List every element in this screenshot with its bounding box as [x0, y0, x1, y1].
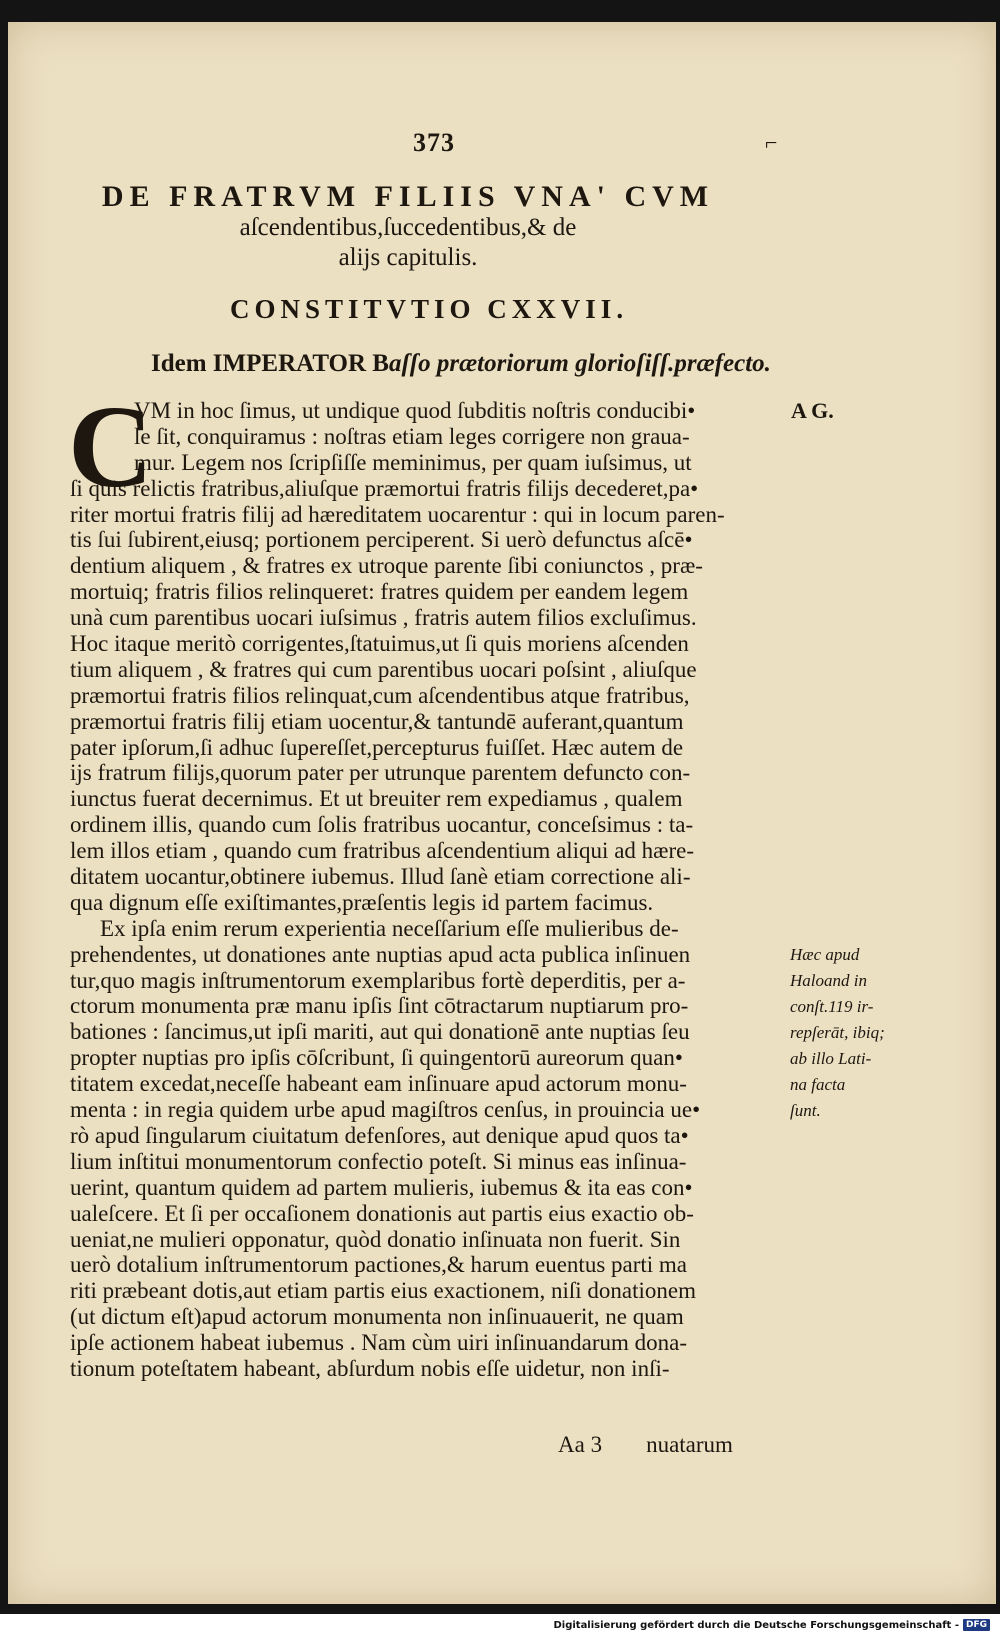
text-line: uerint, quantum quidem ad partem mulieris, iubemus & ita eas con• — [70, 1174, 693, 1200]
title-line-1: DE FRATRVM FILIIS VNA' CVM — [101, 180, 715, 213]
text-line: prehendentes, ut donationes ante nuptias apud acta publica inſinuen — [70, 941, 691, 967]
text-line: tionum poteſtatem habeant, abſurdum nobis eſſe uidetur, non inſi- — [70, 1355, 670, 1381]
digitization-footer — [553, 1619, 990, 1631]
corner-mark: ⌐ — [765, 130, 778, 155]
page-number: 373 — [413, 128, 455, 157]
address-roman: Idem IMPERATOR B — [151, 350, 389, 377]
text-line: præmortui fratris filios relinquat,cum aſcendentibus atque fratribus, — [70, 682, 690, 708]
text-line: unà cum parentibus uocari iuſsimus , fratris autem filios excluſimus. — [70, 605, 697, 631]
text-line: bationes : ſancimus,ut ipſi mariti, aut qui donationē ante nuptias ſeu — [70, 1019, 690, 1045]
text-line: le ſit, conquiramus : noſtras etiam leges corrigere non graua- — [134, 423, 690, 449]
margin-note-line: ab illo Lati- — [790, 1049, 872, 1068]
title-line-2: aſcendentibus,ſuccedentibus,& de — [239, 214, 577, 241]
text-line: pater ipſorum,ſi adhuc ſupereſſet,percepturus fuiſſet. Hæc autem de — [70, 734, 684, 760]
margin-note-line: conſt.119 ir- — [790, 997, 874, 1016]
body-text — [68, 381, 788, 1382]
margin-note-line: na facta — [790, 1075, 846, 1094]
text-line: præmortui fratris filij etiam uocentur,& tantundē auferant,quantum — [70, 708, 684, 734]
book-page — [8, 22, 996, 1604]
text-line: lem illos etiam , quando cum fratribus aſcendentium aliqui ad hære- — [70, 838, 695, 864]
text-line: riti præbeant dotis,aut etiam partis eius exactionem, niſi donationem — [70, 1278, 696, 1304]
text-line: ijs fratrum filijs,quorum pater per utrunque parentem defuncto con- — [70, 760, 691, 786]
text-line: (ut dictum eſt)apud actorum monumenta non inſinuauerit, ne quam — [70, 1304, 684, 1330]
text-line: menta : in regia quidem urbe apud magiſtros cenſus, in prouincia ue• — [70, 1097, 701, 1123]
text-line: qua dignum eſſe exiſtimantes,præſentis legis id partem facimus. — [70, 889, 654, 915]
text-line: Ex ipſa enim rerum experientia neceſſarium eſſe mulieribus de- — [100, 915, 679, 941]
title-line-3: alijs capitulis. — [338, 244, 478, 271]
text-line: ipſe actionem habeat iubemus . Nam cùm uiri inſinuandarum dona- — [70, 1330, 687, 1356]
text-line: tis ſui ſubirent,eiusq; portionem perciperent. Si uerò defunctus aſcē• — [70, 527, 693, 553]
text-line: tur,quo magis inſtrumentorum exemplaribus fortè deperditis, per a- — [70, 967, 686, 993]
text-line: ueniat,ne mulieri opponatur, quòd donatio inſinuata non fuerit. Sin — [70, 1226, 681, 1252]
address-italic: aſſo prætoriorum glorioſiſſ.præfecto. — [388, 350, 771, 377]
text-line: Hoc itaque meritò corrigentes,ſtatuimus,ut ſi quis moriens aſcenden — [70, 631, 689, 657]
text-line: dentium aliquem , & fratres ex utroque parente ſibi coniunctos , præ- — [70, 553, 703, 579]
text-line: VM in hoc ſimus, ut undique quod ſubditis noſtris conducibi• — [134, 398, 696, 423]
text-line: lium inſtitui monumentorum confectio poteſt. Si minus eas inſinua- — [70, 1148, 687, 1174]
text-line: ctorum monumenta præ manu ipſis ſint cōtractarum nuptiarum pro- — [70, 993, 689, 1019]
margin-note-line: repſerāt, ibiq; — [790, 1023, 885, 1042]
margin-note-line: Haloand in — [790, 971, 867, 990]
text-line: ordinem illis, quando cum ſolis fratribus uocantur, conceſsimus : ta- — [70, 812, 694, 838]
margin-note-line: Hæc apud — [790, 945, 860, 964]
text-line: iunctus fuerat decernimus. Et ut breuiter rem expediamus , qualem — [70, 786, 683, 812]
text-line: mur. Legem nos ſcripſiſſe meminimus, per quam iuſsimus, ut — [134, 449, 692, 475]
constitution-heading: CONSTITVTIO CXXVII. — [230, 294, 629, 324]
text-line: ditatem uocantur,obtinere iubemus. Illud ſanè etiam correctione ali- — [70, 864, 691, 890]
text-line: rò apud ſingularum ciuitatum defenſores, aut denique apud quos ta• — [70, 1122, 689, 1148]
dfg-logo: DFG — [963, 1619, 990, 1631]
text-line: tium aliquem , & fratres qui cum parentibus uocari poſsint , aliuſque — [70, 656, 697, 682]
text-line: riter mortui fratris filij ad hæreditatem uocarentur : qui in locum paren- — [70, 501, 725, 527]
signature-line — [558, 1432, 733, 1458]
text-line: mortuiq; fratris filios relinqueret: fratres quidem per eandem legem — [70, 579, 689, 605]
margin-note-ag: A G. — [791, 398, 834, 423]
text-line: ualeſcere. Et ſi per occaſionem donationis aut partis eius exactio ob- — [70, 1200, 694, 1226]
margin-note-line: ſunt. — [790, 1101, 821, 1120]
address-line — [151, 350, 771, 378]
drop-cap: C — [68, 381, 154, 512]
text-line: uerò dotalium inſtrumentorum pactiones,& harum euentus parti ma — [70, 1252, 688, 1278]
signature-mark: Aa 3 — [558, 1432, 603, 1457]
text-line: titatem excedat,neceſſe habeant eam inſinuare apud actorum monu- — [70, 1071, 687, 1097]
margin-note — [790, 942, 900, 1124]
text-line: propter nuptias pro ipſis cōſcribunt, ſi quingentorū aureorum quan• — [70, 1045, 683, 1071]
catchword: nuatarum — [646, 1432, 733, 1457]
footer-text: Digitalisierung gefördert durch die Deutsche Forschungsgemeinschaft - — [553, 1619, 959, 1631]
text-line: ſi quis relictis fratribus,aliuſque præmortui fratris filijs decederet,pa• — [70, 475, 699, 501]
